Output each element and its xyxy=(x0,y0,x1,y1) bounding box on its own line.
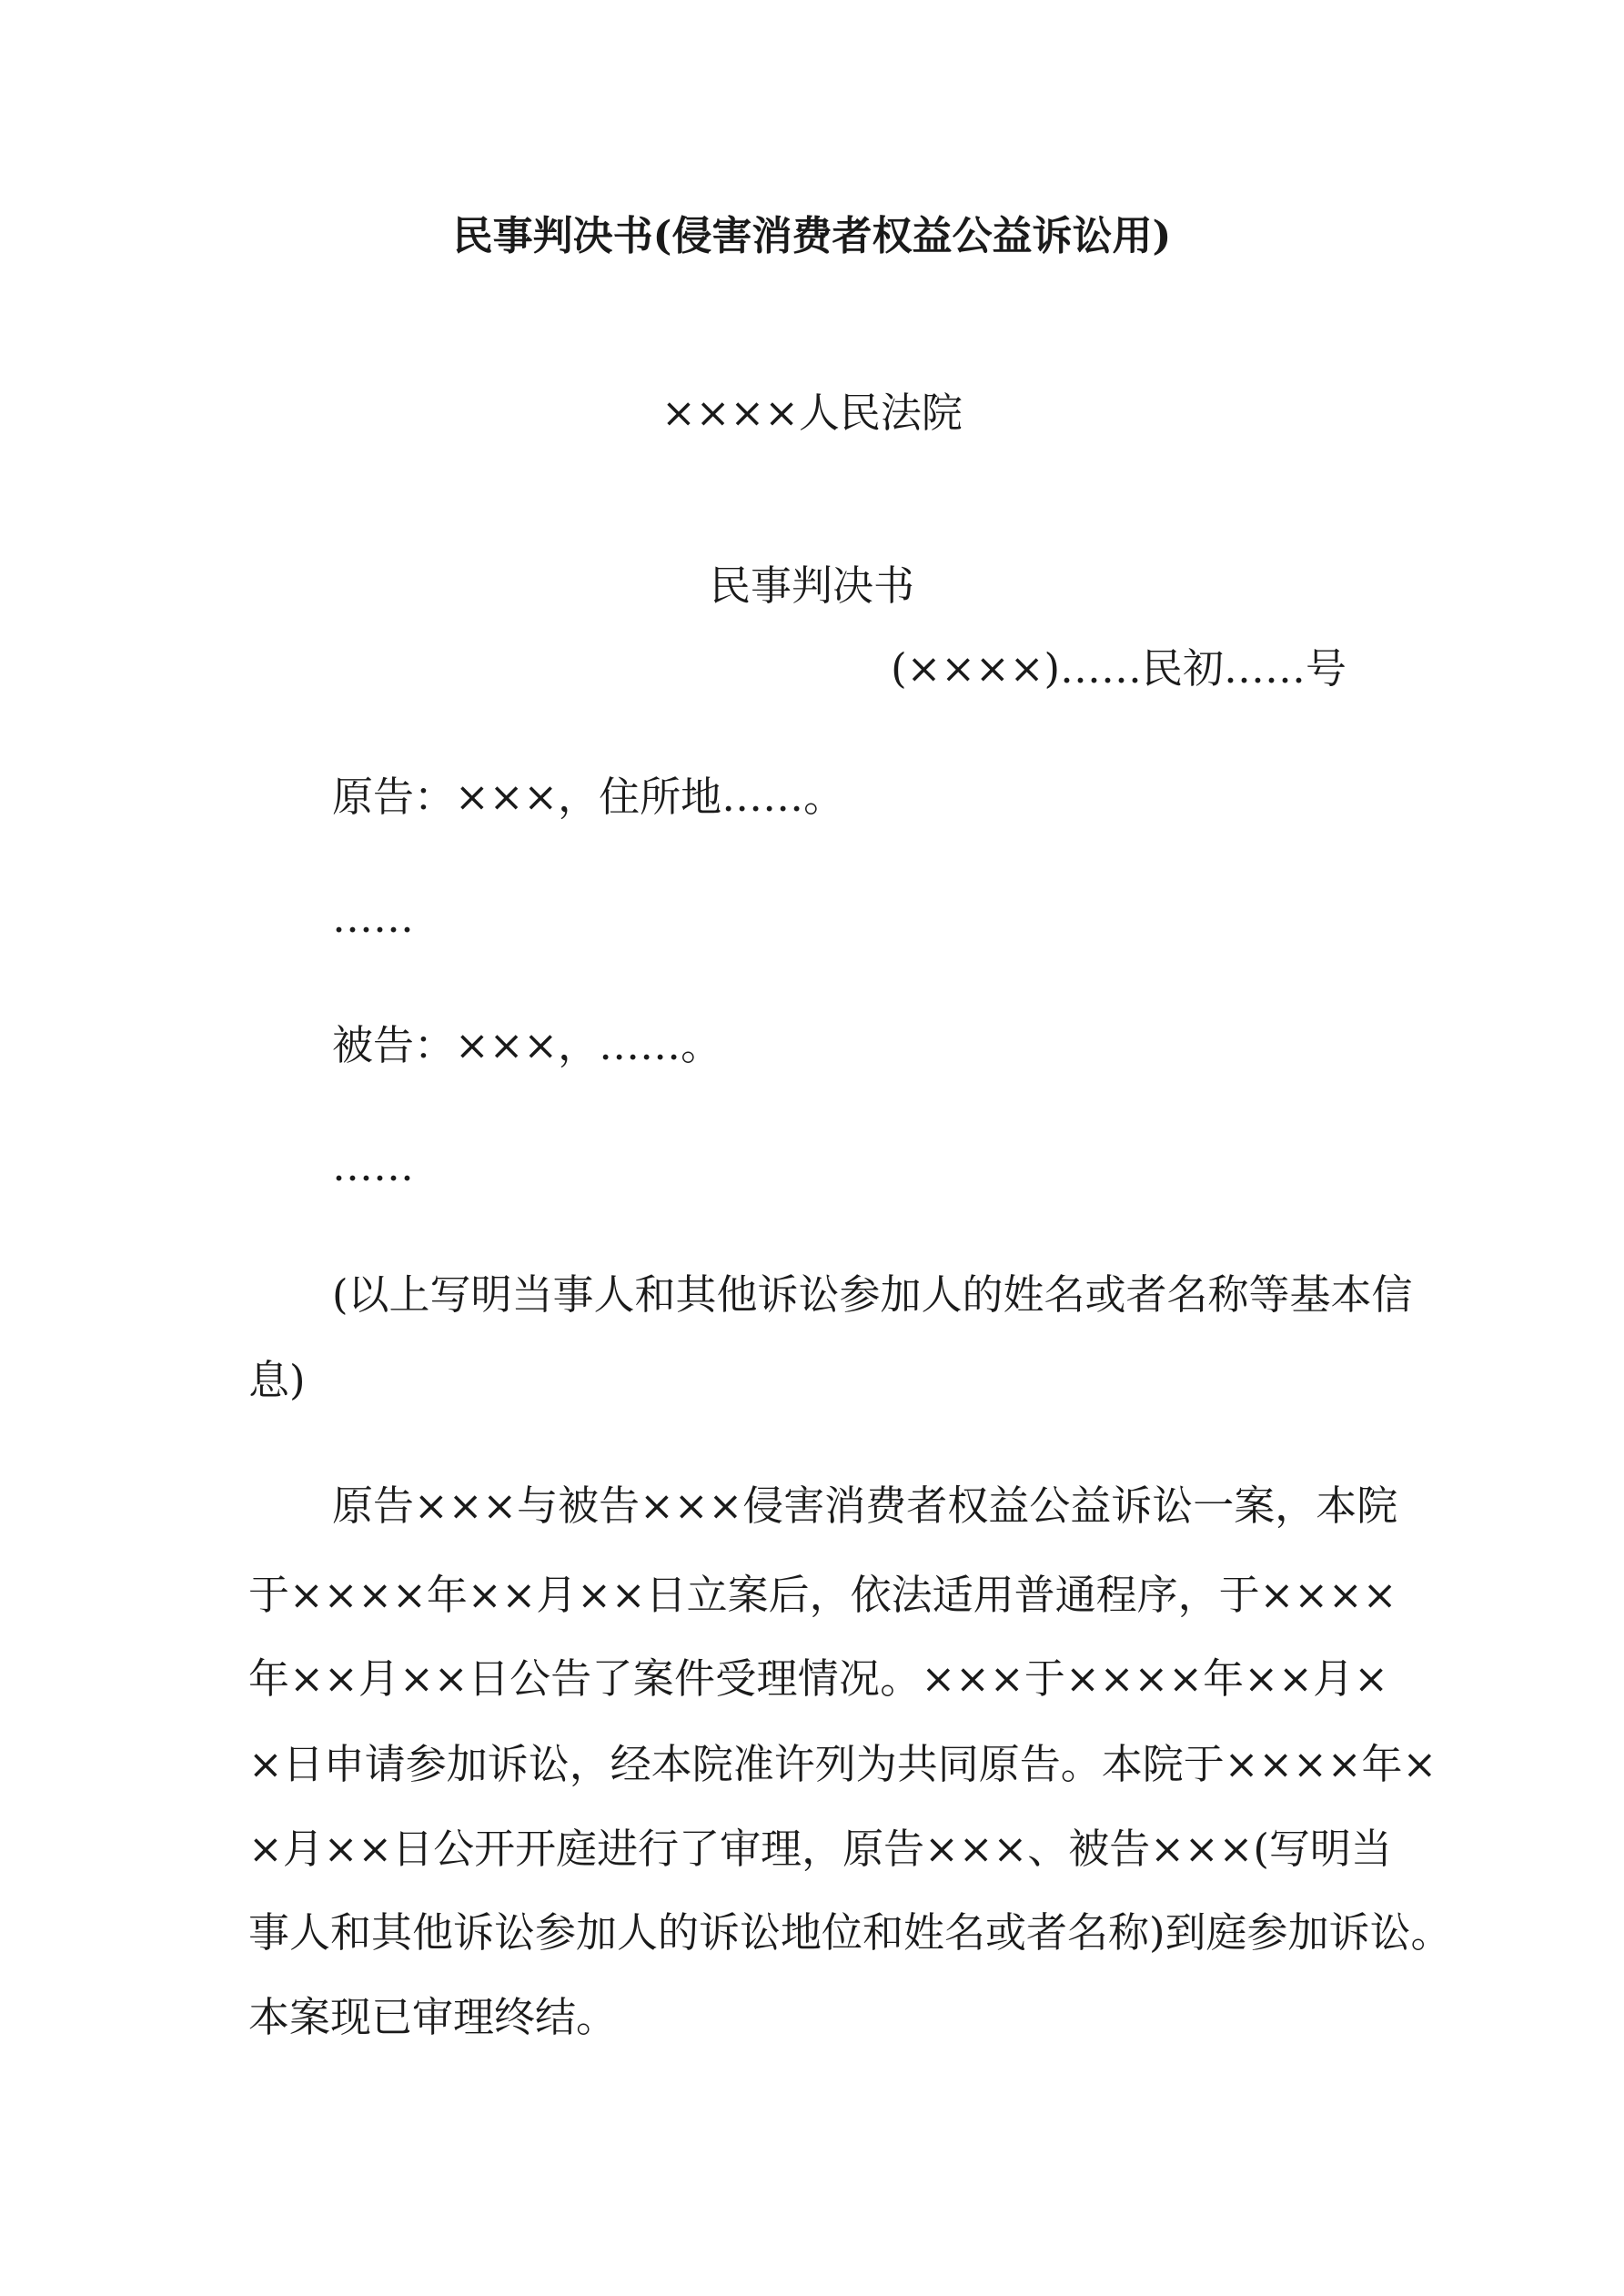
body-line: 本案现已审理终结。 xyxy=(248,1993,618,2041)
body-line: ×月××日公开开庭进行了审理，原告×××、被告×××(写明当 xyxy=(248,1825,1392,1873)
body-line: 原告×××与被告×××侵害消费者权益公益诉讼一案，本院 xyxy=(332,1482,1398,1530)
note-line: 息) xyxy=(248,1356,306,1404)
court-name: ××××人民法院 xyxy=(661,389,963,437)
document-type: 民事判决书 xyxy=(709,561,914,610)
document-title: 民事判决书(侵害消费者权益公益诉讼用) xyxy=(452,213,1172,259)
body-line: 年××月××日公告了案件受理情况。×××于××××年××月× xyxy=(248,1654,1388,1703)
body-line: 事人和其他诉讼参加人的诉讼地位和姓名或者名称)到庭参加诉讼。 xyxy=(248,1908,1452,1957)
defendant-line: 被告：×××，……。 xyxy=(332,1021,722,1069)
defendant-ellipsis: …… xyxy=(332,1142,414,1190)
note-line: (以上写明当事人和其他诉讼参加人的姓名或者名称等基本信 xyxy=(332,1270,1413,1319)
case-number: (××××)……民初……号 xyxy=(891,644,1347,693)
plaintiff-ellipsis: …… xyxy=(332,894,414,942)
body-line: ×日申请参加诉讼，经本院准许列为共同原告。本院于××××年× xyxy=(248,1740,1437,1788)
body-line: 于××××年××月××日立案后，依法适用普通程序，于×××× xyxy=(248,1571,1397,1619)
plaintiff-line: 原告：×××，住所地……。 xyxy=(332,773,845,821)
